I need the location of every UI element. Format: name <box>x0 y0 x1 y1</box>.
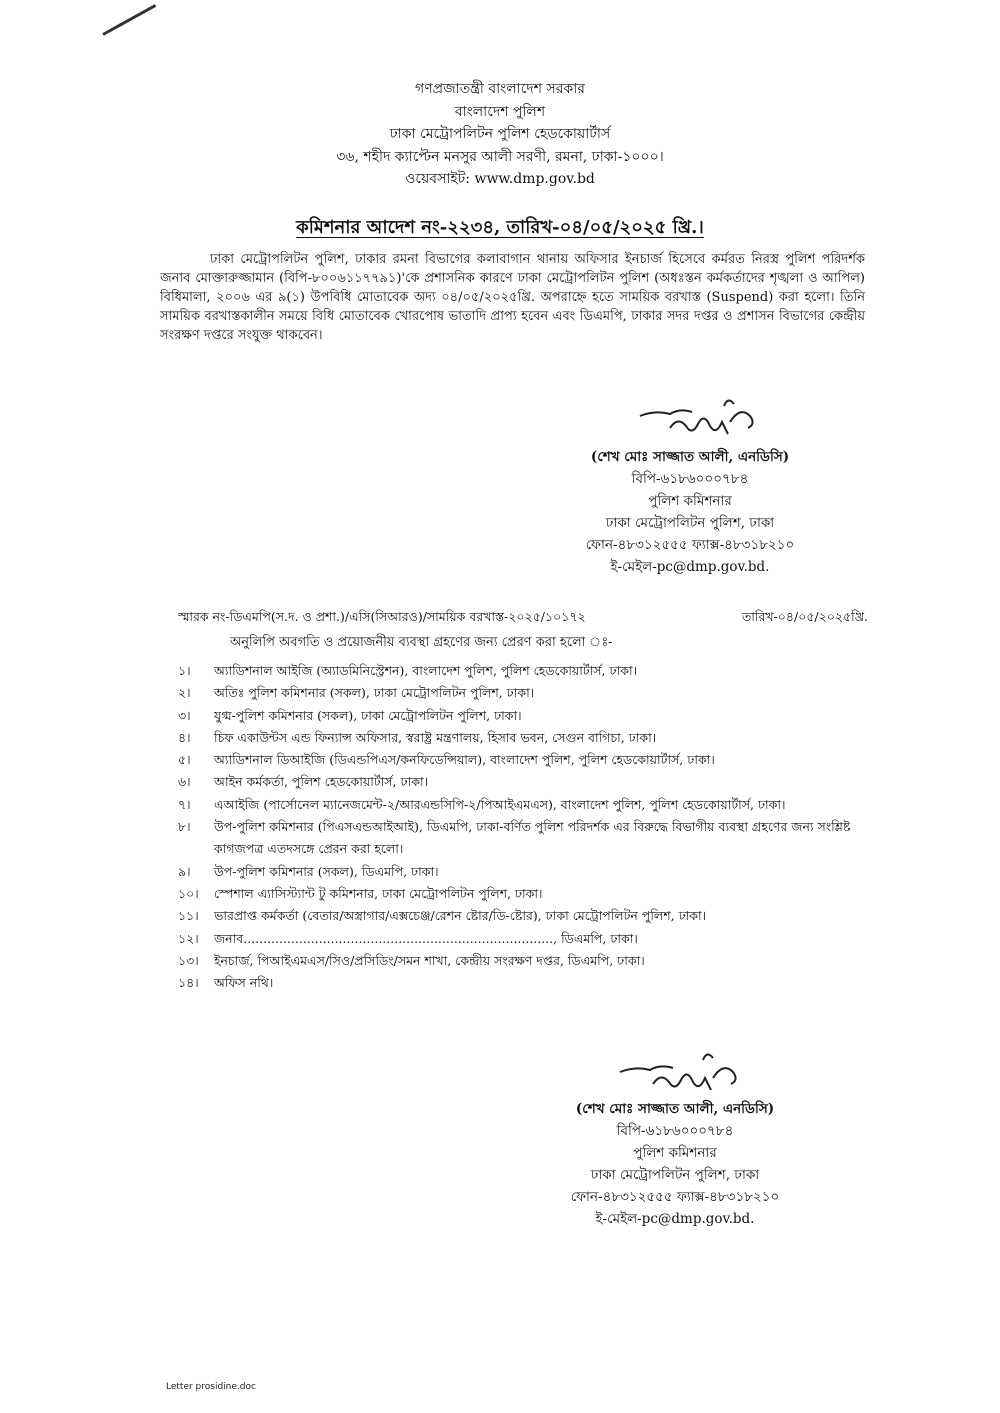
office-name: ঢাকা মেট্রোপলিটন পুলিশ হেডকোয়ার্টার্স <box>389 126 611 142</box>
list-item <box>178 749 878 771</box>
distribution-intro: অনুলিপি অবগতি ও প্রয়োজনীয় ব্যবস্থা গ্রহণের জন্য প্রেরণ করা হলো ঃ- <box>230 635 613 650</box>
item-text: অফিস নথি। <box>214 975 274 991</box>
list-item <box>178 705 878 727</box>
item-number: ৩। <box>178 707 191 723</box>
item-number: ৪। <box>178 729 191 745</box>
department-name: বাংলাদেশ পুলিশ <box>454 103 546 120</box>
signatory-phone: ফোন-৪৮৩১২৫৫৫ ফ্যাক্স-৪৮৩১৮২১০ <box>585 537 795 553</box>
list-item <box>178 727 878 749</box>
item-text: আইন কর্মকর্তা, পুলিশ হেডকোয়ার্টার্স, ঢাকা। <box>214 774 429 790</box>
item-number: ১৪। <box>178 975 199 991</box>
list-item <box>178 972 878 994</box>
pen-stroke-mark <box>102 4 156 36</box>
item-number: ৬। <box>178 774 191 790</box>
item-text: অতিঃ পুলিশ কমিশনার (সকল), ঢাকা মেট্রোপলিটন পুলিশ, ঢাকা। <box>214 685 535 701</box>
memo-date: তারিখ-০৪/০৫/২০২৫খ্রি. <box>741 609 868 624</box>
handwritten-signature-1 <box>540 398 840 446</box>
item-text: অ্যাডিশনাল ডিআইজি (ডিএন্ডপিএস/কনফিডেন্সিয়াল), বাংলাদেশ পুলিশ, পুলিশ হেডকোয়ার্টার্স, ঢাকা। <box>214 752 715 768</box>
list-item <box>178 883 878 905</box>
website: ওয়েবসাইট: www.dmp.gov.bd <box>405 171 595 187</box>
item-text: ভারপ্রাপ্ত কর্মকর্তা (বেতার/অস্ত্রাগার/এক্সচেঞ্জ/রেশন ষ্টোর/ডি-ষ্টোর), ঢাকা মেট্রোপলিটন পুলিশ, ঢাকা। <box>214 908 707 924</box>
item-text: উপ-পুলিশ কমিশনার (পিএসএন্ডআইআই), ডিএমপি, ঢাকা-বর্ণিত পুলিশ পরিদর্শক এর বিরুদ্ধে বিভাগীয় ব্যবস্থা গ্রহণের জন্য সংশ্লিষ্ট কাগজপত্র এতদসঙ্গে প্রেরন করা হলো। <box>214 819 851 857</box>
list-item <box>178 928 878 950</box>
signatory-email: ই-মেইল-pc@dmp.gov.bd. <box>610 559 770 575</box>
office-address: ৩৬, শহীদ ক্যাপ্টেন মনসুর আলী সরণী, রমনা, ঢাকা-১০০০। <box>336 148 664 165</box>
item-number: ৫। <box>178 752 191 768</box>
item-number: ১১। <box>178 908 199 924</box>
item-text: স্পেশাল এ্যাসিস্ট্যান্ট টু কমিশনার, ঢাকা মেট্রোপলিটন পুলিশ, ঢাকা। <box>214 885 543 901</box>
list-item <box>178 771 878 793</box>
item-text: ইনচার্জ, পিআইএমএস/সিও/প্রসিডিং/সমন শাখা, কেন্দ্রীয় সংরক্ষণ দপ্তর, ডিএমপি, ঢাকা। <box>214 952 645 968</box>
file-name-footer: Letter prosidine.doc <box>166 1382 256 1392</box>
list-item <box>178 682 878 704</box>
distribution-list <box>178 660 878 994</box>
order-body: ঢাকা মেট্রোপলিটন পুলিশ, ঢাকার রমনা বিভাগের কলাবাগান থানায় অফিসার ইনচার্জ হিসেবে কর্মরত নিরস্ত্র পুলিশ পরিদর্শক জনাব মোক্তারুজ্জামান (বিপি-৮০০৬১১৭৭৯১)'কে প্রশাসনিক কারণে ঢাকা মেট্রোপলিটন পুলিশ (অধঃস্তন কর্মকর্তাদের শৃঙ্খলা ও আপিল) বিধিমালা, ২০০৬ এর ৯(১) উপবিধি মোতাবেক অদ্য ০৪/০৫/২০২৫খ্রি. অপরাহ্নে হতে সাময়িক বরখাস্ত (Suspend) করা হলো। তিনি সাময়িক বরখাস্তকালীন সময়ে বিধি মোতাবেক খোরপোষ ভাতাদি প্রাপ্য হবেন এবং ডিএমপি, ঢাকার সদর দপ্তর ও প্রশাসন বিভাগের কেন্দ্রীয় সংরক্ষণ দপ্তরে সংযুক্ত থাকবেন। <box>160 252 865 343</box>
government-name: গণপ্রজাতন্ত্রী বাংলাদেশ সরকার <box>415 81 585 97</box>
item-text: এআইজি (পার্সোনেল ম্যানেজমেন্ট-২/আরএন্ডসিপি-২/পিআইএমএস), বাংলাদেশ পুলিশ, পুলিশ হেডকোয়ার্টার্স, ঢাকা। <box>214 796 786 812</box>
list-item <box>178 794 878 816</box>
item-text: যুগ্ম-পুলিশ কমিশনার (সকল), ঢাকা মেট্রোপলিটন পুলিশ, ঢাকা। <box>214 707 522 723</box>
item-number: ১৩। <box>178 952 199 968</box>
list-item <box>178 660 878 682</box>
item-number: ২। <box>178 685 191 701</box>
signature-block-1 <box>540 398 840 578</box>
item-number: ১২। <box>178 930 199 946</box>
signatory-office: ঢাকা মেট্রোপলিটন পুলিশ, ঢাকা <box>590 1167 760 1183</box>
signatory-title: পুলিশ কমিশনার <box>648 493 732 509</box>
list-item <box>178 950 878 972</box>
item-text: উপ-পুলিশ কমিশনার (সকল), ডিএমপি, ঢাকা। <box>214 863 439 879</box>
handwritten-signature-2 <box>525 1050 825 1098</box>
item-number: ৯। <box>178 863 191 879</box>
list-item <box>178 861 878 883</box>
signature-block-2 <box>525 1050 825 1230</box>
list-item <box>178 816 878 861</box>
item-number: ৭। <box>178 796 191 812</box>
list-item <box>178 905 878 927</box>
item-text: চিফ একাউন্টস এন্ড ফিন্যান্স অফিসার, স্বরাষ্ট্র মন্ত্রণালয়, হিসাব ভবন, সেগুন বাগিচা, ঢাকা। <box>214 729 657 745</box>
order-title-text: কমিশনার আদেশ নং-২২৩৪, তারিখ-০৪/০৫/২০২৫ খ্রি.। <box>296 217 704 238</box>
item-text: জনাব.............................................................................., ডিএমপি, ঢাকা। <box>214 930 638 946</box>
memo-number: স্মারক নং-ডিএমপি(স.দ. ও প্রশা.)/এসি(সিআরও)/সাময়িক বরখাস্ত-২০২৫/১০১৭২ <box>178 609 586 624</box>
signatory-office: ঢাকা মেট্রোপলিটন পুলিশ, ঢাকা <box>605 515 775 531</box>
item-number: ১। <box>178 663 191 678</box>
signatory-bp: বিপি-৬১৮৬০০০৭৮৪ <box>616 1123 734 1139</box>
signatory-title: পুলিশ কমিশনার <box>633 1145 717 1161</box>
signatory-name: (শেখ মোঃ সাজ্জাত আলী, এনডিসি) <box>590 449 790 465</box>
item-text: অ্যাডিশনাল আইজি (অ্যাডমিনিস্ট্রেশন), বাংলাদেশ পুলিশ, পুলিশ হেডকোয়ার্টার্স, ঢাকা। <box>214 663 638 678</box>
signatory-phone: ফোন-৪৮৩১২৫৫৫ ফ্যাক্স-৪৮৩১৮২১০ <box>570 1189 780 1205</box>
signatory-bp: বিপি-৬১৮৬০০০৭৮৪ <box>631 471 749 487</box>
item-number: ৮। <box>178 819 191 835</box>
order-title <box>0 213 1000 244</box>
item-number: ১০। <box>178 885 199 901</box>
signatory-email: ই-মেইল-pc@dmp.gov.bd. <box>595 1211 755 1227</box>
signatory-name: (শেখ মোঃ সাজ্জাত আলী, এনডিসি) <box>575 1101 775 1117</box>
letterhead <box>0 78 1000 191</box>
